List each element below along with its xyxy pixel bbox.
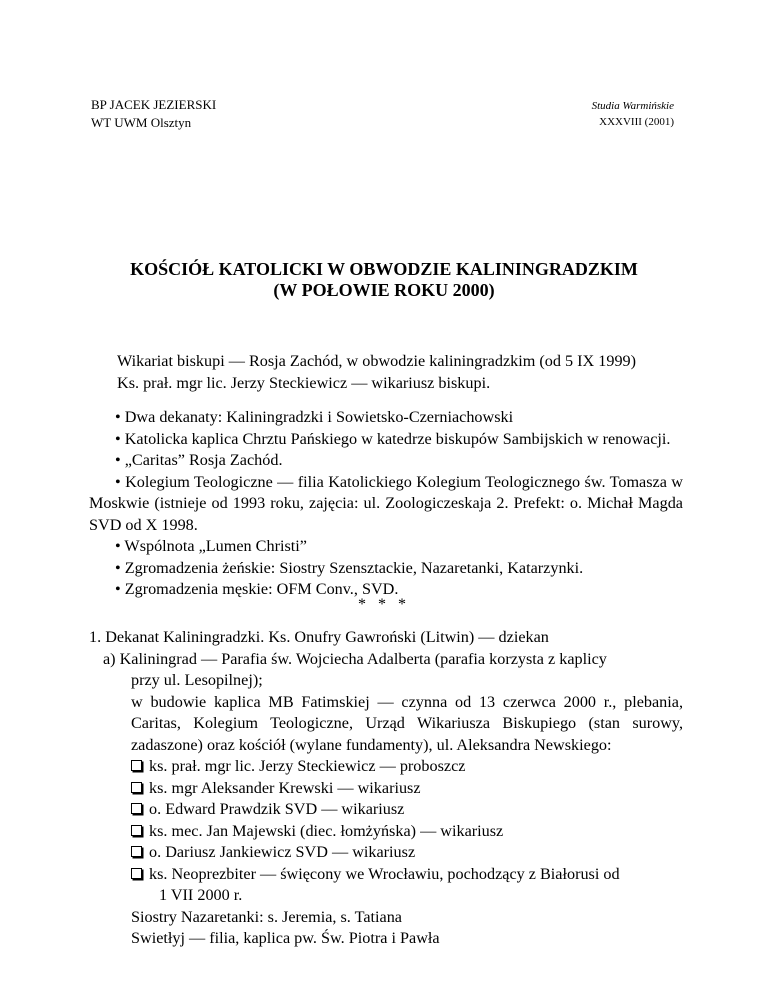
clergy-item: [89, 799, 689, 821]
intro-paragraph: [117, 351, 636, 394]
clergy-text: ks. Neoprezbiter — święcony we Wrocławiu, pochodzący z Białorusi od: [149, 864, 620, 883]
deanery-section: [89, 627, 689, 950]
intro-line-2: Ks. prał. mgr lic. Jerzy Steckiewicz — wikariusz biskupi.: [117, 373, 491, 392]
bullet-item: • Wspólnota „Lumen Christi”: [115, 537, 307, 555]
section-separator: * * *: [358, 596, 410, 613]
parish-a-line-2: przy ul. Lesopilnej);: [131, 671, 263, 689]
checkbox-bullet-icon: [131, 782, 142, 793]
bullet-item: • Katolicka kaplica Chrztu Pańskiego w katedrze biskupów Sambijskich w renowacji.: [115, 429, 671, 448]
bullet-item: • Zgromadzenia żeńskie: Siostry Szensztackie, Nazaretanki, Katarzynki.: [115, 558, 584, 577]
clergy-text: o. Dariusz Jankiewicz SVD — wikariusz: [149, 843, 416, 861]
bullet-item: • „Caritas” Rosja Zachód.: [115, 451, 283, 469]
checkbox-bullet-icon: [131, 846, 142, 857]
clergy-item: [89, 842, 689, 864]
checkbox-bullet-icon: [131, 868, 142, 879]
clergy-text: o. Edward Prawdzik SVD — wikariusz: [149, 800, 405, 818]
parish-a-line-1: a) Kaliningrad — Parafia św. Wojciecha Adalberta (parafia korzysta z kaplicy: [103, 649, 607, 668]
clergy-text: ks. mec. Jan Majewski (diec. łomżyńska) — wikariusz: [149, 821, 504, 840]
clergy-item: [89, 778, 689, 800]
title-line-2: (W POŁOWIE ROKU 2000): [273, 280, 495, 300]
author-name: BP JACEK JEZIERSKI: [91, 97, 217, 112]
checkbox-bullet-icon: [131, 803, 142, 814]
journal-name: Studia Warmińskie: [591, 100, 674, 112]
clergy-item: [89, 756, 689, 778]
parish-a-description: w budowie kaplica MB Fatimskiej — czynna od 13 czerwca 2000 r., plebania, Caritas, Kolegium Teologiczne, Urząd Wikariusza Biskupiego (stan surowy, zadaszone) oraz kościół (wylane fundamenty), ul. Aleksandra Newskiego:: [131, 692, 683, 754]
author-block: [91, 96, 216, 132]
clergy-text: ks. mgr Aleksander Krewski — wikariusz: [149, 778, 421, 797]
journal-volume: XXXVIII (2001): [599, 116, 674, 128]
title-line-1: KOŚCIÓŁ KATOLICKI W OBWODZIE KALININGRADZKIM: [130, 259, 638, 279]
bullet-item: • Zgromadzenia męskie: OFM Conv., SVD.: [115, 580, 399, 598]
bullet-item: • Kolegium Teologiczne — filia Katolickiego Kolegium Teologicznego św. Tomasza w Moskwie (istnieje od 1993 roku, zajęcia: ul. Zoologiczeskaja 2. Prefekt: o. Michał Magda SVD od X 1998.: [89, 472, 683, 534]
intro-line-1: Wikariat biskupi — Rosja Zachód, w obwodzie kaliningradzkim (od 5 IX 1999): [117, 352, 637, 370]
clergy-text: ks. prał. mgr lic. Jerzy Steckiewicz — proboszcz: [149, 757, 466, 775]
author-affiliation: WT UWM Olsztyn: [91, 115, 192, 130]
deanery-heading: 1. Dekanat Kaliningradzki. Ks. Onufry Gawroński (Litwin) — dziekan: [89, 628, 549, 646]
checkbox-bullet-icon: [131, 760, 142, 771]
clergy-item: [89, 864, 689, 886]
bullet-item: • Dwa dekanaty: Kaliningradzki i Sowietsko-Czerniachowski: [115, 408, 514, 426]
checkbox-bullet-icon: [131, 825, 142, 836]
filia-line: Swietłyj — filia, kaplica pw. Św. Piotra i Pawła: [131, 929, 440, 947]
bullet-list: [89, 407, 683, 601]
journal-block: [592, 98, 674, 130]
clergy-item: [89, 821, 689, 843]
clergy-item-continuation: 1 VII 2000 r.: [159, 886, 243, 904]
article-title: [0, 259, 768, 301]
sisters-line: Siostry Nazaretanki: s. Jeremia, s. Tatiana: [131, 907, 402, 926]
